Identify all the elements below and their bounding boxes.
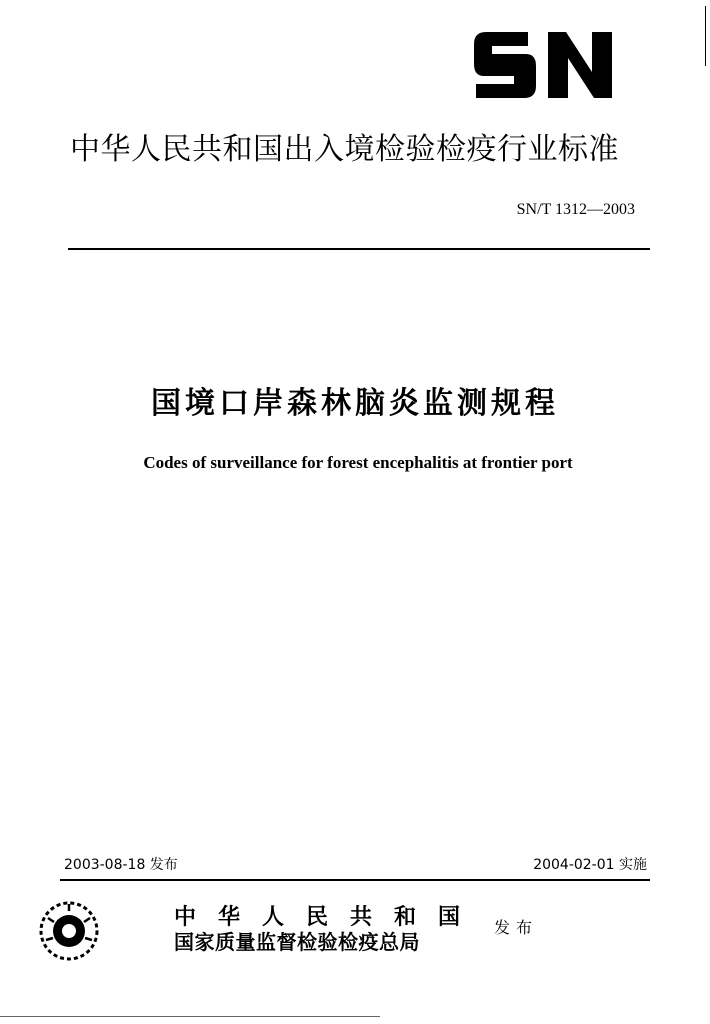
scan-edge-mark	[705, 6, 706, 66]
sn-logo-graphic	[470, 22, 620, 102]
implementation-date: 2004-02-01 实施	[533, 857, 647, 873]
industry-standard-title: 中华人民共和国出入境检验检疫行业标准	[70, 132, 619, 167]
issuer-line-2: 国家质量监督检验检疫总局	[174, 930, 420, 954]
official-seal-icon	[38, 900, 100, 962]
issue-word: 发布	[494, 918, 539, 937]
issuer-line-1: 中华人民共和国	[174, 904, 483, 930]
english-title: Codes of surveillance for forest encephalitis at frontier port	[143, 453, 573, 472]
footer-divider	[60, 879, 650, 881]
scan-edge-mark	[0, 1016, 380, 1017]
header-divider	[68, 248, 650, 250]
chinese-title: 国境口岸森林脑炎监测规程	[151, 386, 559, 421]
sn-logo	[470, 22, 620, 102]
standard-number: SN/T 1312—2003	[516, 201, 635, 218]
issue-date: 2003-08-18 发布	[64, 857, 178, 873]
